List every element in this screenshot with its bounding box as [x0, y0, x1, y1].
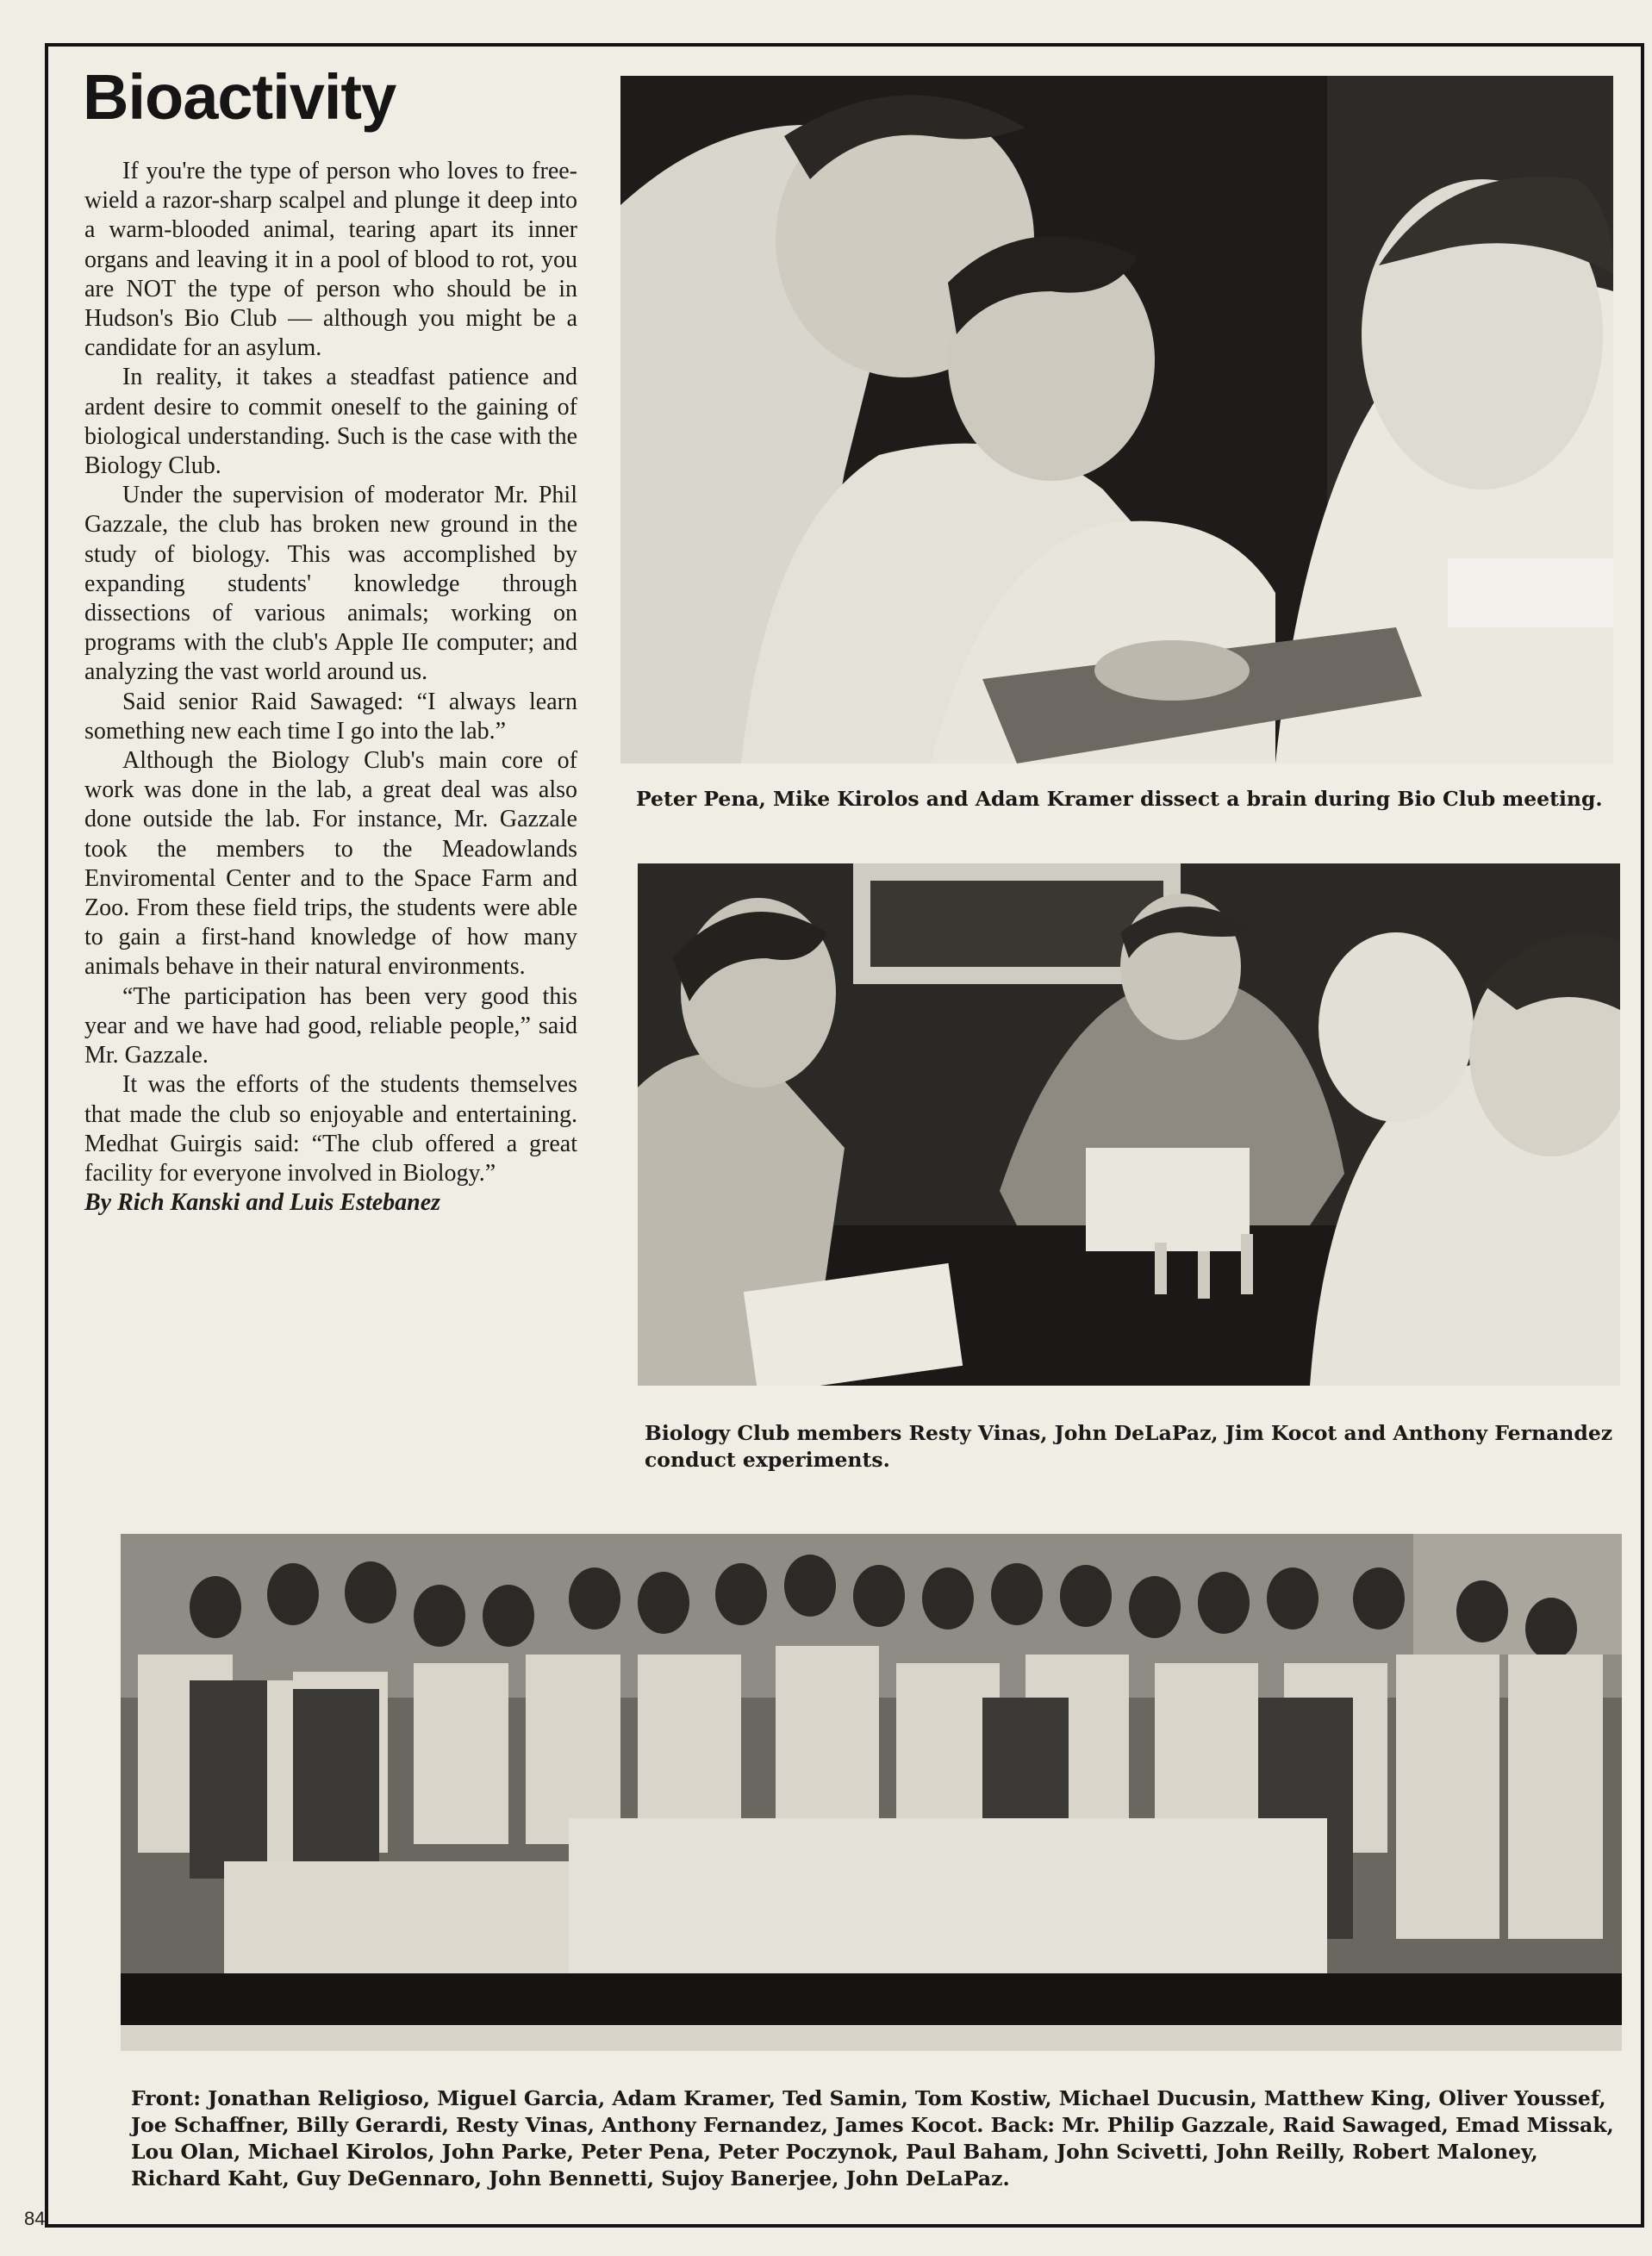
article-paragraph: In reality, it takes a steadfast patience and ardent desire to commit oneself to the gaining of biological understanding. Such is the case with the Biology Club.: [84, 364, 577, 480]
page-number: 84: [24, 2208, 46, 2229]
article-title: Bioactivity: [83, 61, 396, 133]
photo-caption: Biology Club members Resty Vinas, John DeLaPaz, Jim Kocot and Anthony Fernandez conduct experiments.: [645, 1421, 1613, 1472]
article-body: [84, 157, 577, 1218]
photo-experiments: [638, 863, 1620, 1386]
byline: By Rich Kanski and Luis Estebanez: [84, 1189, 441, 1217]
article-paragraph: If you're the type of person who loves to free-wield a razor-sharp scalpel and plunge it deep into a warm-blooded animal, tearing apart its inner organs and leaving it in a pool of blood to rot, you are NOT the type of person who should be in Hudson's Bio Club — although you might be a candidate for an asylum.: [84, 158, 577, 362]
photo-caption: Peter Pena, Mike Kirolos and Adam Kramer dissect a brain during Bio Club meeting.: [636, 787, 1603, 811]
article-paragraph: It was the efforts of the students themselves that made the club so enjoyable and entertaining. Medhat Guirgis said: “The club offered a great facility for everyone involved in Biology.”: [84, 1071, 577, 1187]
article-paragraph: Although the Biology Club's main core of work was done in the lab, a great deal was also done outside the lab. For instance, Mr. Gazzale took the members to the Meadowlands Enviromental Center and to the Space Farm and Zoo. From these field trips, the students were able to gain a first-hand knowledge of how many animals behave in their natural environments.: [84, 747, 577, 981]
article-paragraph: “The participation has been very good this year and we have had good, reliable people,” said Mr. Gazzale.: [84, 982, 577, 1069]
article-paragraph: Under the supervision of moderator Mr. Phil Gazzale, the club has broken new ground in the study of biology. This was accomplished by expanding students' knowledge through dissections of various animals; working on programs with the club's Apple IIe computer; and analyzing the vast world around us.: [84, 482, 577, 686]
photo-brain-dissection: [620, 76, 1613, 763]
photo-club-group: [121, 1534, 1622, 2051]
photo-caption: Front: Jonathan Religioso, Miguel Garcia, Adam Kramer, Ted Samin, Tom Kostiw, Michael Ducusin, Matthew King, Oliver Youssef, Joe Schaffner, Billy Gerardi, Resty Vinas, Anthony Fernandez, James Kocot. Back: Mr. Philip Gazzale, Raid Sawaged, Emad Missak, Lou Olan, Michael Kirolos, John Parke, Peter Pena, Peter Poczynok, Paul Baham, John Scivetti, John Reilly, Robert Maloney, Richard Kaht, Guy DeGennaro, John Bennetti, Sujoy Banerjee, John DeLaPaz.: [131, 2086, 1614, 2191]
article-paragraph: Said senior Raid Sawaged: “I always learn something new each time I go into the lab.”: [84, 688, 577, 745]
